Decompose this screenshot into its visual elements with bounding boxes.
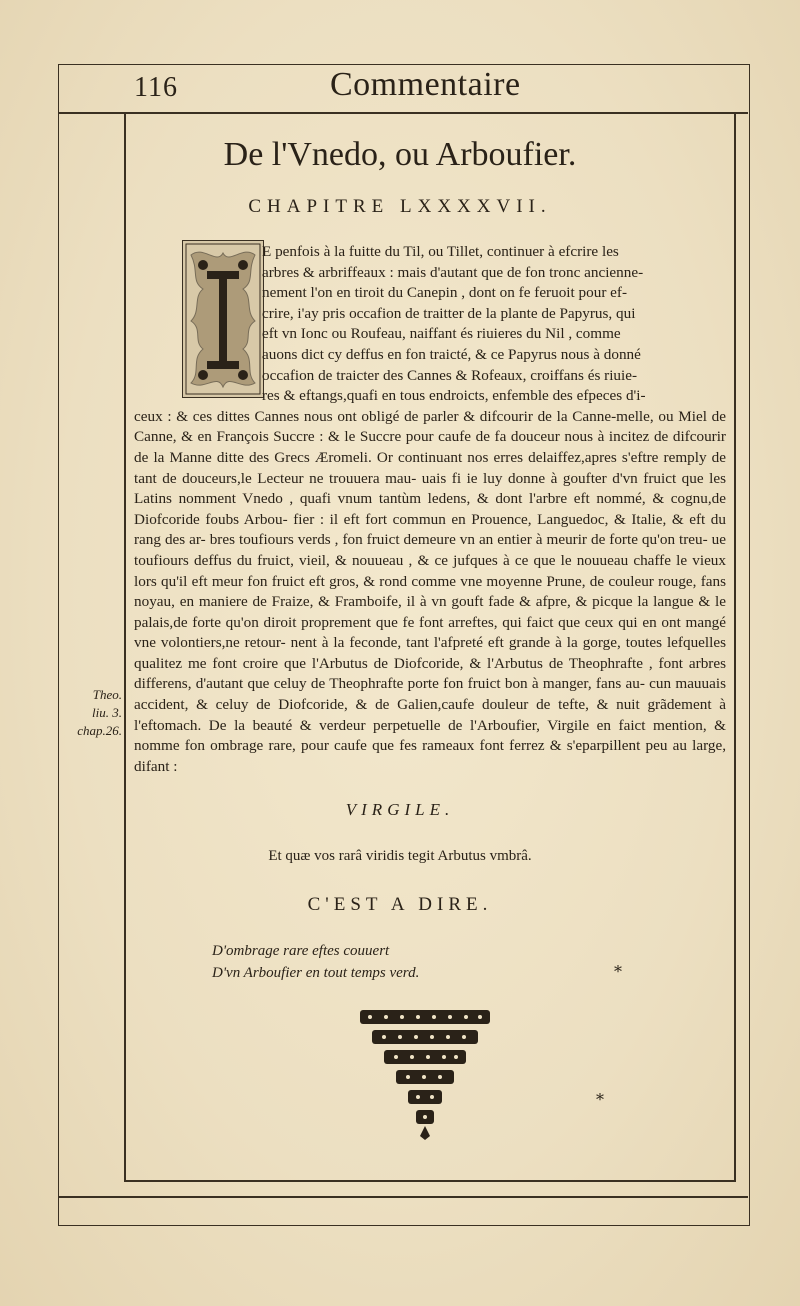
verse-line: D'vn Arboufier en tout temps verd. [212, 965, 420, 981]
footer-rule-inner [124, 1180, 736, 1182]
margin-note-line: Theo. [92, 687, 122, 702]
body-line: crire, i'ay pris occafion de traitter de la plante de Papyrus, qui [262, 304, 636, 322]
body-text [134, 242, 726, 777]
verse-line: D'ombrage rare eftes couuert [212, 943, 390, 959]
section-title: De l'Vnedo, ou Arboufier. [223, 136, 577, 173]
margin-rule-right [734, 112, 736, 1182]
page-number: 116 [134, 72, 178, 103]
cest-a-dire-heading: C'EST A DIRE. [307, 894, 493, 915]
tailpiece-ornament-icon [360, 1010, 490, 1140]
footer-rule-outer [58, 1196, 748, 1198]
star-mark: * [614, 962, 622, 981]
margin-note [64, 686, 122, 740]
margin-rule-left [124, 112, 126, 1182]
virgile-heading: VIRGILE. [345, 800, 455, 819]
body-line: arbres & arbriffeaux : mais d'autant que de fon tronc ancienne- [262, 263, 644, 281]
latin-quote: Et quæ vos rarâ viridis tegit Arbutus vmbrâ. [268, 848, 532, 864]
body-line: res & eftangs,quafi en tous endroicts, enfemble des efpeces d'i- [262, 387, 646, 405]
body-line: nement l'on en tiroit du Canepin , dont on fe feruoit pour ef- [262, 284, 628, 302]
margin-note-line: chap.26. [77, 723, 122, 738]
body-line: auons dict cy deffus en fon traicté, & ce Papyrus nous à donné [262, 345, 641, 363]
body-line: eft vn Ionc ou Roufeau, naiffant és riuieres du Nil , comme [262, 325, 621, 343]
chapter-heading: CHAPITRE LXXXXVII. [248, 196, 552, 217]
margin-note-line: liu. 3. [92, 705, 122, 720]
french-verse [212, 940, 419, 984]
body-line: E penfois à la fuitte du Til, ou Tillet, continuer à efcrire les [262, 243, 619, 260]
header-rule [58, 112, 748, 114]
star-mark: * [596, 1090, 604, 1109]
body-paragraph: ceux : & ces dittes Cannes nous ont obligé de parler & difcourir de la Canne-melle, ou Miel de Canne, & en François Succre : & le Succre pour caufe de fa douceur nous à incitez de difcourir de la Manne ditte des Grecs Æromeli. Or continuant nos erres delaiffez,apres s'eftre remply de tant de douceurs,le Lecteur ne trouuera mau- uais fi ie luy donne à goufter d'vn fruict que les Latins nomment Vnedo , quafi vnum tantùm ledens, & dont l'arbre eft nommé, & cognu,de Diofcoride foubs Arbou- fier : il eft fort commun en Prouence, Languedoc, & Italie, & eft du rang des ar- bres toufiours verds , fon fruict demeure vn an entier à meurir de forte qu'on treu- ue toufiours deffus du fruict, vieil, & nouueau , & ce jufques à ce que le nouueau chaffe le vieux lors qu'il eft meur fon fruict eft gros, & rond comme vne moyenne Prune, de couleur rouge, fans noyau, en maniere de Fraize, & Framboife, il à vn gouft fade & afpre, & picque la langue & le palais,de forte qu'on diroit proprement que fe font arreftes, qui faict que ceux qui en ont mangé vne volontiers,ne retour- nent à la feconde, tant l'afpreté eft grande à la gorge, toutes lefquelles qualitez me font croire que l'Arbutus de Diofcoride, & l'Arbutus de Theophrafte , font arbres differens, d'autant que celuy de Theophrafte porte fon fruict bon à manger, fans au- cun mauuais accident, & celuy de Diofcoride, & de Galien,caufe douleur de tefte, & nuit grãdement à l'eftomach. De la beauté & verdeur perpetuelle de l'Arboufier, Virgile en faict mention, & nomme fon ombrage rare, pour caufe que fes rameaux font ferrez & s'eparpillent peu au large, difant : [134, 407, 726, 775]
body-line: occafion de traicter des Cannes & Rofeaux, croiffans és riuie- [262, 366, 638, 384]
running-title: Commentaire [330, 66, 521, 103]
